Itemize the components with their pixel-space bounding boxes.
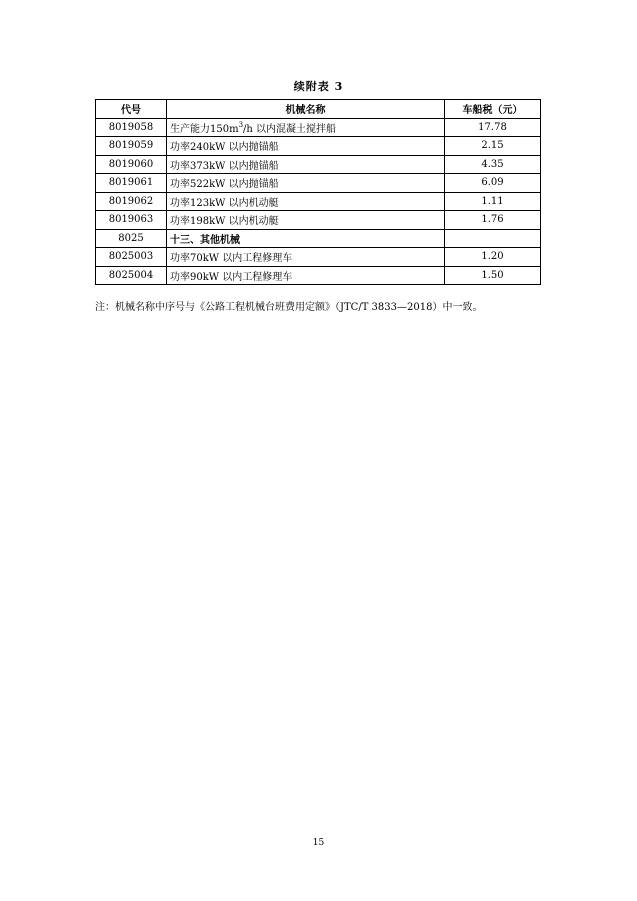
machine-name-text-suffix: /h 以内混凝土搅拌船 (243, 123, 337, 135)
page-number: 15 (312, 838, 325, 848)
cell-code: 8019059 (96, 137, 167, 156)
table-header-row (96, 100, 541, 119)
cell-machine-name: 功率522kW 以内抛锚船 (167, 174, 445, 193)
machinery-tax-table (95, 99, 541, 285)
column-header-machine-name: 机械名称 (167, 100, 445, 119)
machine-name-text: 生产能力150m (170, 123, 239, 135)
table-row (96, 118, 541, 137)
table-row (96, 137, 541, 156)
table-row (96, 192, 541, 211)
cell-tax: 6.09 (445, 174, 541, 193)
cell-tax: 1.20 (445, 248, 541, 267)
cell-code: 8019063 (96, 211, 167, 230)
table-row-group-heading (96, 229, 541, 248)
cell-tax: 17.78 (445, 118, 541, 137)
cell-machine-name: 功率70kW 以内工程修理车 (167, 248, 445, 267)
cell-tax: 1.50 (445, 266, 541, 285)
cell-tax: 4.35 (445, 155, 541, 174)
cell-machine-name: 功率373kW 以内抛锚船 (167, 155, 445, 174)
cell-machine-name: 功率123kW 以内机动艇 (167, 192, 445, 211)
superscript-exponent: 3 (238, 120, 244, 129)
cell-machine-name (167, 118, 445, 137)
cell-tax: 1.11 (445, 192, 541, 211)
cell-tax: 1.76 (445, 211, 541, 230)
table-footnote: 注：机械名称中序号与《公路工程机械台班费用定额》（JTC/T 3833—2018）中一致。 (95, 302, 483, 313)
table-row (96, 248, 541, 267)
cell-code: 8019060 (96, 155, 167, 174)
cell-machine-name: 功率198kW 以内机动艇 (167, 211, 445, 230)
cell-machine-name: 功率240kW 以内抛锚船 (167, 137, 445, 156)
cell-code: 8019058 (96, 118, 167, 137)
table-row (96, 174, 541, 193)
cell-tax (445, 229, 541, 248)
cell-machine-name: 功率90kW 以内工程修理车 (167, 266, 445, 285)
cell-code: 8025 (96, 229, 167, 248)
cell-group-name: 十三、其他机械 (167, 229, 445, 248)
table-title: 续附表 3 (293, 80, 344, 93)
table-row (96, 211, 541, 230)
column-header-code: 代号 (96, 100, 167, 119)
column-header-tax: 车船税（元） (445, 100, 541, 119)
cell-tax: 2.15 (445, 137, 541, 156)
table-row (96, 155, 541, 174)
cell-code: 8019062 (96, 192, 167, 211)
cell-code: 8025003 (96, 248, 167, 267)
table-row (96, 266, 541, 285)
cell-code: 8019061 (96, 174, 167, 193)
cell-code: 8025004 (96, 266, 167, 285)
